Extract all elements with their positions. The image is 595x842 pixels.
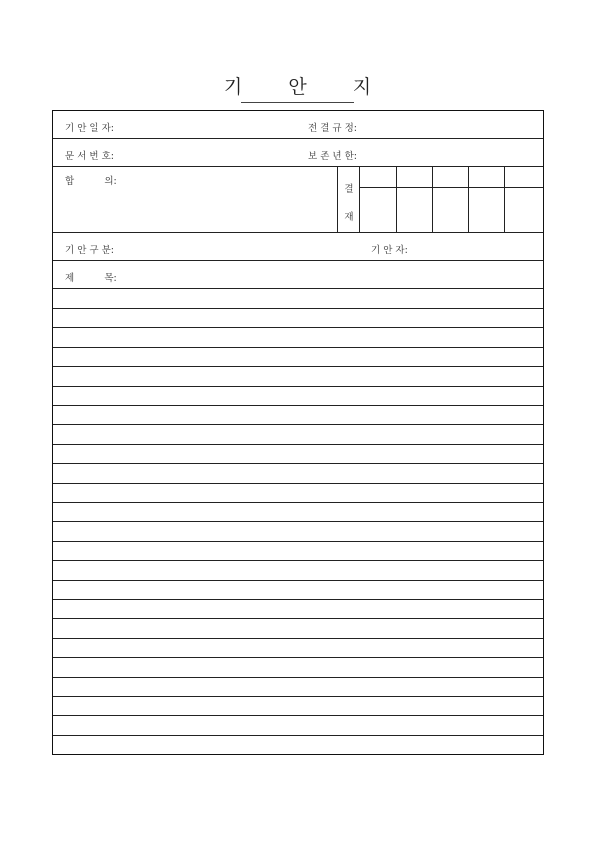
writing-line: [53, 463, 543, 464]
writing-line: [53, 580, 543, 581]
approval-col-line: [468, 167, 469, 233]
row-doc-number: [53, 139, 543, 167]
title-underline: [241, 102, 354, 103]
approval-divider: [360, 187, 543, 188]
approval-header: [338, 167, 360, 233]
approval-char-1: 결: [344, 184, 354, 195]
writing-line: [53, 599, 543, 600]
row-draft-date: [53, 111, 543, 139]
writing-line: [53, 327, 543, 328]
draft-form: [52, 110, 544, 755]
writing-line: [53, 735, 543, 736]
form-title: [0, 72, 595, 99]
writing-line: [53, 347, 543, 348]
doc-number-label: 문 서 번 호:: [65, 151, 114, 162]
draft-date-label: 기 안 일 자:: [65, 123, 114, 134]
approval-rule-label: 전 결 규 정:: [308, 123, 357, 134]
writing-line: [53, 521, 543, 522]
writing-line: [53, 483, 543, 484]
writing-line: [53, 308, 543, 309]
row-draft-type: [53, 233, 543, 261]
writing-line: [53, 502, 543, 503]
writing-line: [53, 696, 543, 697]
approval-col-line: [396, 167, 397, 233]
writing-line: [53, 541, 543, 542]
writing-line: [53, 444, 543, 445]
writing-line: [53, 618, 543, 619]
retention-label: 보 존 년 한:: [308, 151, 357, 162]
writing-line: [53, 560, 543, 561]
title-char-1: 기: [223, 76, 243, 98]
approval-col-line: [432, 167, 433, 233]
writing-line: [53, 366, 543, 367]
writing-line: [53, 715, 543, 716]
approval-char-2: 재: [344, 212, 354, 223]
writing-line: [53, 677, 543, 678]
title-char-3: 지: [352, 76, 372, 98]
writing-line: [53, 657, 543, 658]
title-char-2: 안: [288, 76, 307, 98]
approval-grid: [337, 167, 543, 233]
writing-line: [53, 424, 543, 425]
row-subject: [53, 261, 543, 289]
approval-col-line: [504, 167, 505, 233]
writing-line: [53, 386, 543, 387]
draft-type-label: 기 안 구 분:: [65, 245, 114, 256]
drafter-label: 기 안 자:: [371, 245, 408, 256]
subject-label: 제 목:: [65, 273, 117, 284]
consult-label: 합 의:: [65, 176, 117, 187]
writing-line: [53, 405, 543, 406]
writing-line: [53, 638, 543, 639]
